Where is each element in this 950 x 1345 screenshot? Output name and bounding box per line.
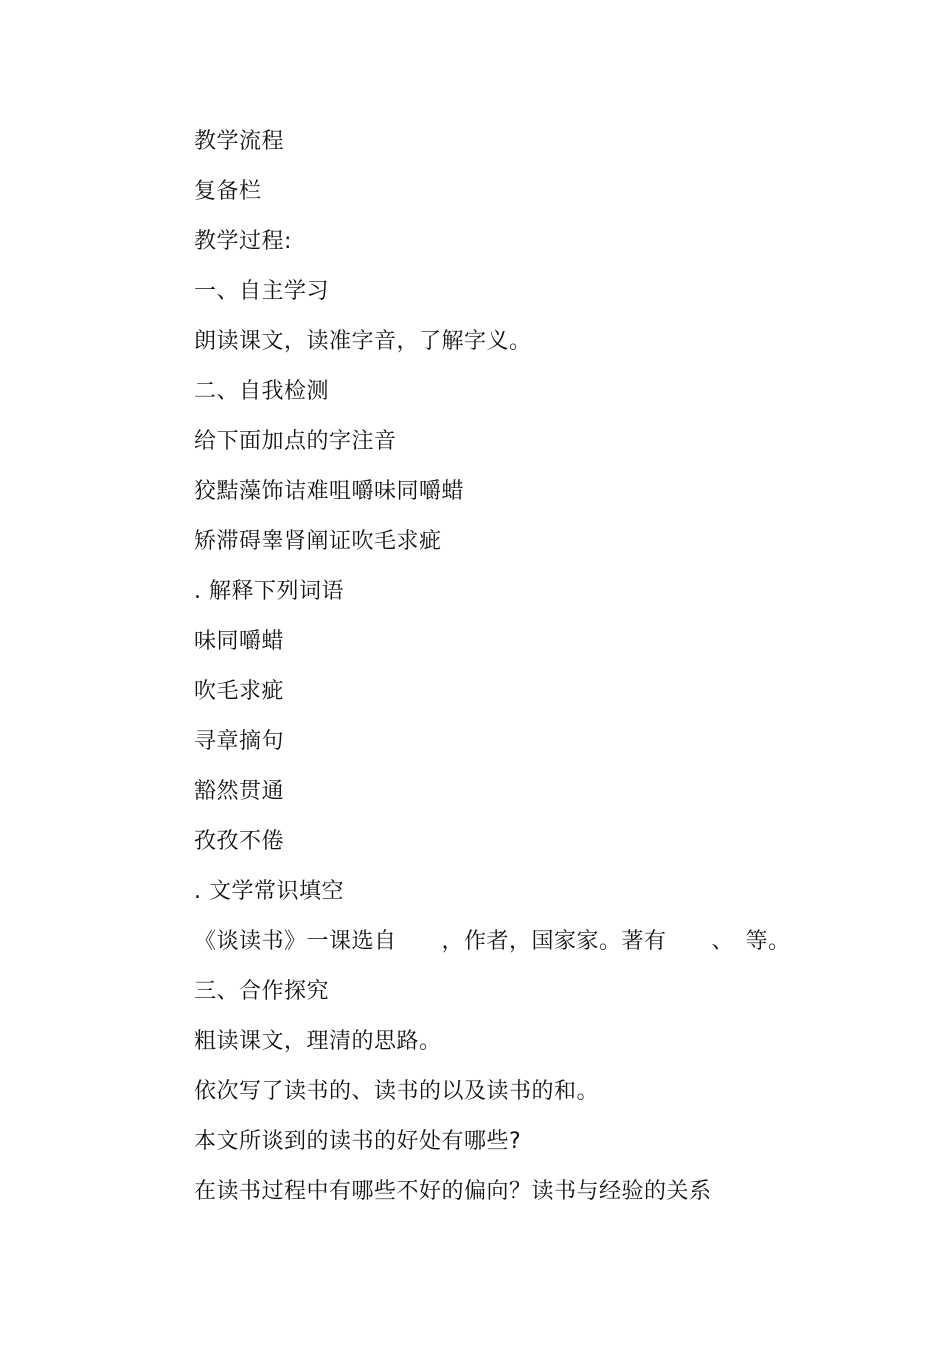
text-line: 《谈读书》一课选自 ，作者，国家家。著有 、 等。 [194, 929, 791, 954]
vocab-item: 孜孜不倦 [194, 829, 285, 854]
heading-teaching-flow: 教学流程 [194, 129, 285, 154]
heading-teaching-process: 教学过程: [194, 229, 292, 254]
subsection-literary-knowledge: . 文学常识填空 [194, 879, 344, 904]
vocab-item: 寻章摘句 [194, 729, 285, 754]
text-line: 本文所谈到的读书的好处有哪些? [194, 1129, 522, 1154]
subsection-explain-words: . 解释下列词语 [194, 579, 344, 604]
text-line: 矫滞碍睾肾阐证吹毛求疵 [194, 529, 442, 554]
section-self-study: 一、自主学习 [194, 279, 330, 304]
heading-prep-column: 复备栏 [194, 179, 262, 204]
vocab-item: 吹毛求疵 [194, 679, 285, 704]
section-self-check: 二、自我检测 [194, 379, 330, 404]
vocab-item: 豁然贯通 [194, 779, 285, 804]
section-cooperative-inquiry: 三、合作探究 [194, 979, 330, 1004]
text-line: 在读书过程中有哪些不好的偏向？读书与经验的关系 [194, 1179, 712, 1204]
vocab-item: 味同嚼蜡 [194, 629, 285, 654]
text-line: 依次写了读书的、读书的以及读书的和。 [194, 1079, 600, 1104]
text-line: 给下面加点的字注音 [194, 429, 397, 454]
text-line: 粗读课文，理清的思路。 [194, 1029, 442, 1054]
text-line: 朗读课文，读准字音，了解字义。 [194, 329, 532, 354]
text-line: 狡黠藻饰诘难咀嚼味同嚼蜡 [194, 479, 465, 504]
